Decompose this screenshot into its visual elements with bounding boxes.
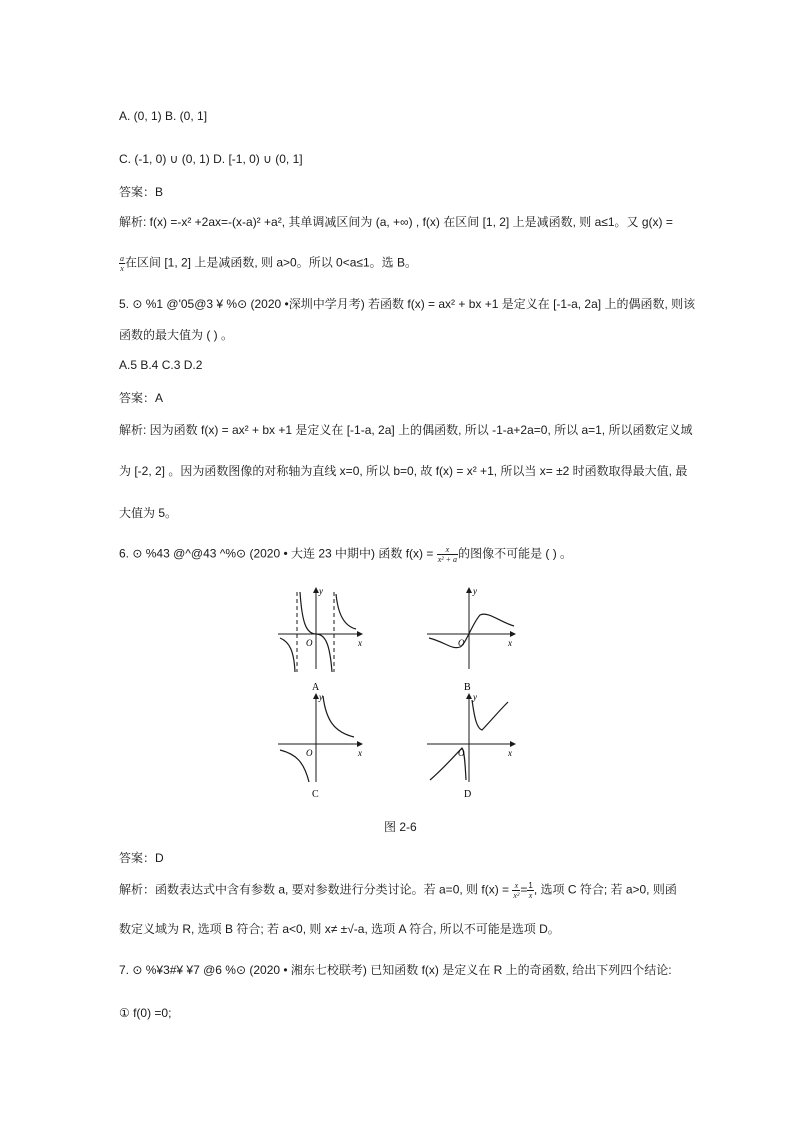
q5-analysis-line1: 解析: 因为函数 f(x) = ax² + bx +1 是定义在 [-1-a, 2a] 上的偶函数, 所以 -1-a+2a=0, 所以 a=1, 所以函数定义域: [119, 423, 693, 437]
q4-options-line1: A. (0, 1) B. (0, 1]: [119, 109, 208, 123]
graph-b-y-label: y: [473, 586, 477, 596]
graph-a-curve-right: [336, 594, 356, 629]
q4-fraction: $\frac{a}{x}$: [120, 254, 124, 273]
q5-analysis-line3: 大值为 5。: [119, 506, 178, 520]
graph-c-curve-left: [280, 750, 309, 782]
q6-analysis-fraction-1: $\frac{x}{\text{x²}}$: [513, 881, 520, 900]
graph-c-origin: O: [306, 748, 313, 758]
q7-stem: 7. ⊙ %¥3#¥ ¥7 @6 %⊙ (2020 • 湘东七校联考) 已知函数 f(x) 是定义在 R 上的奇函数, 给出下列四个结论:: [119, 963, 672, 977]
q6-answer: 答案：D: [119, 851, 164, 865]
graph-d-label: D: [464, 789, 472, 800]
q6-function-fraction: $\frac{x}{\text{x² + a}}$: [437, 545, 458, 564]
graph-c-curve-right: [323, 696, 354, 737]
q4-answer: 答案：B: [119, 185, 164, 199]
q4-analysis-line1: 解析: f(x) =-x² +2ax=-(x-a)² +a², 其单调减区间为 (a, +∞) , f(x) 在区间 [1, 2] 上是减函数, 则 a≤1。又 g(x) =: [119, 215, 673, 229]
q5-analysis-line2: 为 [-2, 2] 。因为函数图像的对称轴为直线 x=0, 所以 b=0, 故 f(x) = x² +1, 所以当 x= ±2 时函数取得最大值, 最: [119, 464, 688, 478]
q6-stem: 6. ⊙ %43 @^@43 ^%⊙ (2020 • 大连 23 中期中) 函数 f(x) = $\frac{x}{\text{x² + a}}$ 的图像不可能是 ( ) 。: [119, 545, 573, 564]
graph-b-x-label: x: [508, 638, 512, 648]
graph-c-label: C: [312, 789, 319, 800]
q6-analysis-line2: 数定义域为 R, 选项 B 符合; 若 a<0, 则 x≠ ±√-a, 选项 A 符合, 所以不可能是选项 D。: [119, 922, 560, 936]
q6-graph-figure: [0, 582, 794, 822]
q6-figure-caption: 图 2-6: [384, 820, 417, 834]
graph-d: [427, 692, 515, 800]
graph-a-x-label: x: [358, 638, 362, 648]
graph-d-curve-right: [472, 700, 508, 730]
q5-options: A.5 B.4 C.3 D.2: [119, 358, 203, 372]
q5-stem-line2: 函数的最大值为 ( ) 。: [119, 328, 233, 342]
q4-analysis-line2: $\frac{a}{x}$ 在区间 [1, 2] 上是减函数, 则 a>0。所以 0<a≤1。选 B。: [120, 254, 417, 273]
graph-a-y-label: y: [319, 586, 323, 596]
graph-a-origin: O: [306, 638, 313, 648]
q6-analysis-fraction-2: $\frac{1}{x}$: [528, 881, 533, 900]
graph-c: [278, 692, 362, 800]
q5-answer: 答案：A: [119, 391, 164, 405]
graph-b-label: B: [464, 682, 471, 693]
graph-a-label: A: [312, 682, 320, 693]
q4-options-line2: C. (-1, 0) ∪ (0, 1) D. [-1, 0) ∪ (0, 1]: [119, 152, 303, 166]
graph-a: [278, 586, 362, 693]
graph-d-origin: O: [458, 748, 465, 758]
graph-c-y-label: y: [319, 692, 323, 702]
graph-b-curve: [429, 614, 514, 648]
graph-a-curve-left: [280, 638, 295, 672]
graph-b: [427, 586, 515, 693]
graph-c-x-label: x: [358, 748, 362, 758]
graph-d-x-label: x: [508, 748, 512, 758]
q6-analysis-line1: 解析：函数表达式中含有参数 a, 要对参数进行分类讨论。若 a=0, 则 f(x) = $\frac{x}{\text{x²}}$ = $\frac{1}{x}$ , 选项 C 符合; 若 a>0, 则函: [119, 881, 677, 900]
graph-d-y-label: y: [473, 692, 477, 702]
graph-b-origin: O: [458, 638, 465, 648]
q5-stem-line1: 5. ⊙ %1 @'05@3 ¥ %⊙ (2020 •深圳中学月考) 若函数 f(x) = ax² + bx +1 是定义在 [-1-a, 2a] 上的偶函数, 则该: [119, 297, 696, 311]
q7-item-1: ① f(0) =0;: [119, 1006, 172, 1020]
